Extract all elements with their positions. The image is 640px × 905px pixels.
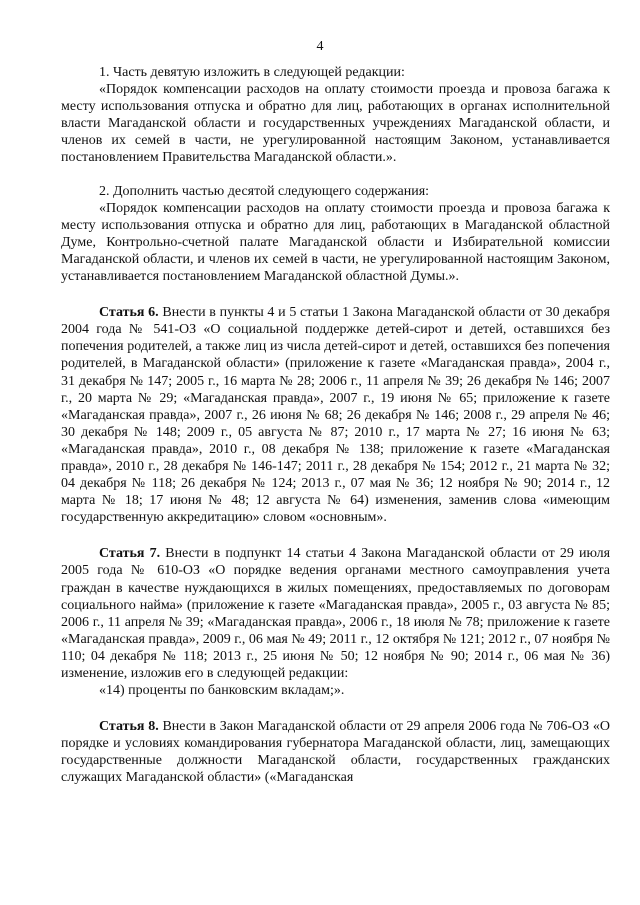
article-8-text: Внести в Закон Магаданской области от 29 апреля 2006 года № 706-ОЗ «О порядке и условиях командирования губернатора Магаданской области, лиц, замещающих государственные должности Магаданской области, государственных гражданских служащих Магаданской области» («Магаданская [61,719,611,786]
article-7 [61,545,610,682]
article-7-title: Статья 7. [99,546,161,562]
article-6-text: Внести в пункты 4 и 5 статьи 1 Закона Магаданской области от 30 декабря 2004 года № 541-ОЗ «О социальной поддержке детей-сирот и детей, оставшихся без попечения родителей, а также лиц из числа детей-сирот и детей, оставшихся без попечения родителей, в Магаданской области» (приложение к газете «Магаданская правда», 2004 г., 31 декабря № 147; 2005 г., 16 марта № 28; 2006 г., 11 апреля № 39; 26 декабря № 146; 2007 г., 20 марта № 29; «Магаданская правда», 2007 г., 19 июня № 65; приложение к газете «Магаданская правда», 2007 г., 26 июня № 68; 26 декабря № 146; 2008 г., 29 апреля № 46; 30 декабря № 148; 2009 г., 05 августа № 87; 2010 г., 17 марта № 27; 16 июня № 63; «Магаданская правда», 2010 г., 08 декабря № 138; приложение к газете «Магаданская правда», 2010 г., 28 декабря № 146-147; 2011 г., 28 декабря № 154; 2012 г., 21 марта № 32; 04 декабря № 118; 26 декабря № 124; 2013 г., 07 мая № 36; 12 ноября № 90; 2014 г., 12 марта № 18; 17 июня № 48; 12 августа № 64) изменения, заменив слова «имеющим государственную аккредитацию» словом «основным». [61,305,611,526]
article-7-quote: «14) проценты по банковским вкладам;». [99,683,345,699]
article-7-text: Внести в подпункт 14 статьи 4 Закона Магаданской области от 29 июля 2005 года № 610-ОЗ «О порядке ведения органами местного самоуправления учета граждан в качестве нуждающихся в жилых помещениях, предоставляемых по договорам социального найма» (приложение к газете «Магаданская правда», 2005 г., 03 августа № 85; 2006 г., 11 апреля № 39; «Магаданская правда», 2006 г., 18 июля № 78; приложение к газете «Магаданская правда», 2009 г., 06 мая № 49; 2011 г., 12 октября № 121; 2012 г., 07 ноября № 110; 04 декабря № 118; 2013 г., 25 июня № 50; 12 ноября № 90; 2014 г., 06 мая № 36) изменение, изложив его в следующей редакции: [61,546,611,681]
document-body [61,64,610,787]
section-1-lead: 1. Часть девятую изложить в следующей редакции: [99,65,405,80]
article-8 [61,718,610,786]
section-2-lead: 2. Дополнить частью десятой следующего содержания: [99,183,430,199]
article-8-title: Статья 8. [99,719,159,735]
article-6 [61,304,610,526]
article-6-title: Статья 6. [99,305,159,321]
section-1-quote: «Порядок компенсации расходов на оплату стоимости проезда и провоза багажа к месту использования отпуска и обратно для лиц, работающих в органах исполнительной власти Магаданской области и государственных учреждениях Магаданской области, и членов их семей в части, не урегулированной настоящим Законом, устанавливается постановлением Правительства Магаданской области.». [61,82,610,166]
section-2-quote: «Порядок компенсации расходов на оплату стоимости проезда и провоза багажа к месту использования отпуска и обратно для лиц, работающих в Магаданской областной Думе, Контрольно-счетной палате Магаданской области и Избирательной комиссии Магаданской области, и членов их семей в части, не урегулированной настоящим Законом, устанавливается постановлением Магаданской областной Думы.». [61,200,610,285]
page-number: 4 [316,39,324,54]
